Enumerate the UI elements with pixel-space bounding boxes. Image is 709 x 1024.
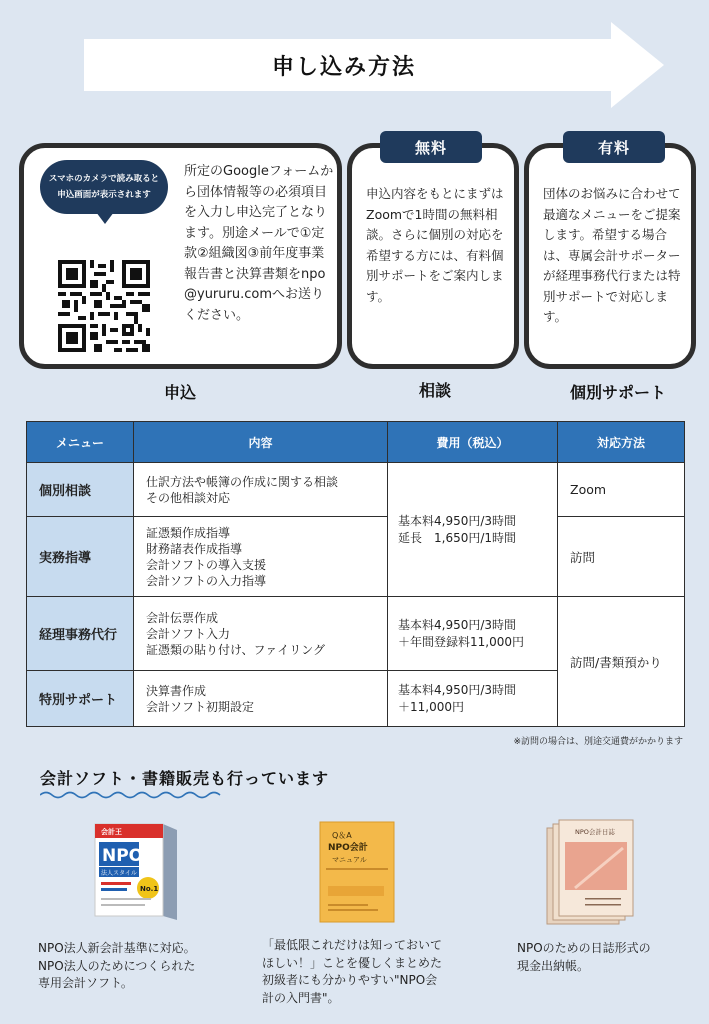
- consult-description: 申込内容をもとにまずはZoomで1時間の無料相談。さらに個別の対応を希望する方には、有料個別サポートをご案内します。: [366, 186, 504, 304]
- table-header-row: [27, 422, 685, 463]
- row-method: Zoom: [558, 463, 685, 517]
- consult-card: [347, 143, 519, 369]
- books-section-title: 会計ソフト・書籍販売も行っています: [40, 769, 330, 788]
- header-arrow-banner: [84, 22, 664, 108]
- software-description: NPO法人新会計基準に対応。 NPO法人のためにつくられた 専用会計ソフト。: [38, 941, 196, 990]
- support-label: 個別サポート: [569, 383, 666, 402]
- apply-card: [19, 143, 342, 369]
- cover-line1: Q＆A: [332, 831, 352, 840]
- support-description: 団体のお悩みに合わせて最適なメニューをご提案します。希望する場合は、専属会計サポーターが経理事務代行または特別サポートで対応します。: [543, 186, 681, 324]
- row-menu-individual-consult: 個別相談: [27, 463, 134, 517]
- npo-accounting-manual-image[interactable]: [318, 820, 396, 924]
- apply-description: 所定のGoogleフォームから団体情報等の必須項目を入力し申込完了となります。別途メールで①定款②組織図③前年度事業報告書と決算書類をnpo@yururu.comへお送りください。: [184, 164, 334, 323]
- table-row: [27, 517, 685, 597]
- row-fee: 基本料4,950円/3時間 ＋年間登録料11,000円: [388, 597, 558, 671]
- accounting-software-box-image[interactable]: [93, 820, 179, 922]
- manual-description: 「最低限これだけは知っておいて ほしい！」ことを優しくまとめた 初級者にも分かりやすい"NPO会 計の入門書"。: [262, 938, 443, 1005]
- npo-accounting-journal-image[interactable]: [545, 818, 637, 926]
- qr-hint-line2: 申込画面が表示されます: [57, 190, 151, 200]
- journal-description: NPOのための日誌形式の 現金出納帳。: [517, 941, 651, 973]
- qr-hint-bubble: [40, 160, 168, 214]
- table-row: [27, 463, 685, 517]
- page-title: 申し込み方法: [271, 54, 416, 80]
- row-method: 訪問/書類預かり: [558, 597, 685, 727]
- qr-hint-line1: スマホのカメラで読み取ると: [48, 174, 160, 184]
- service-price-table: [26, 421, 685, 727]
- cover-line3: マニュアル: [332, 856, 367, 864]
- apply-label: 申込: [163, 383, 196, 402]
- qr-code-icon[interactable]: [58, 260, 150, 352]
- support-card: [524, 143, 696, 369]
- row-menu-bookkeeping-agency: 経理事務代行: [27, 597, 134, 671]
- header-method: 対応方法: [558, 422, 685, 463]
- box-brand-text: 会計王: [101, 828, 122, 836]
- row-menu-practical-guidance: 実務指導: [27, 517, 134, 597]
- row-fee: 基本料4,950円/3時間 ＋11,000円: [388, 671, 558, 727]
- row-method: 訪問: [558, 517, 685, 597]
- row-content: 仕訳方法や帳簿の作成に関する相談 その他相談対応: [134, 463, 388, 517]
- box-badge-text: No.1: [140, 885, 159, 893]
- header-menu: メニュー: [27, 422, 134, 463]
- row-menu-special-support: 特別サポート: [27, 671, 134, 727]
- header-fee: 費用（税込）: [388, 422, 558, 463]
- cover-line2: NPO会計: [328, 843, 368, 853]
- bubble-tail: [96, 212, 114, 224]
- wave-underline: [40, 790, 226, 800]
- row-content: 証憑類作成指導 財務諸表作成指導 会計ソフトの導入支援 会計ソフトの入力指導: [134, 517, 388, 597]
- travel-cost-note: ※訪問の場合は、別途交通費がかかります: [513, 737, 683, 747]
- journal-cover-title: NPO会計日誌: [575, 828, 615, 836]
- table-row: [27, 597, 685, 671]
- free-tag: 無料: [380, 131, 482, 163]
- row-content: 決算書作成 会計ソフト初期設定: [134, 671, 388, 727]
- paid-tag: 有料: [563, 131, 665, 163]
- consult-label: 相談: [418, 381, 451, 400]
- row-content: 会計伝票作成 会計ソフト入力 証憑類の貼り付け、ファイリング: [134, 597, 388, 671]
- row-fee-shared: 基本料4,950円/3時間 延長 1,650円/1時間: [388, 463, 558, 597]
- box-title-text: NPO: [102, 846, 144, 866]
- header-content: 内容: [134, 422, 388, 463]
- box-subtitle-text: 法人スタイル: [101, 870, 137, 877]
